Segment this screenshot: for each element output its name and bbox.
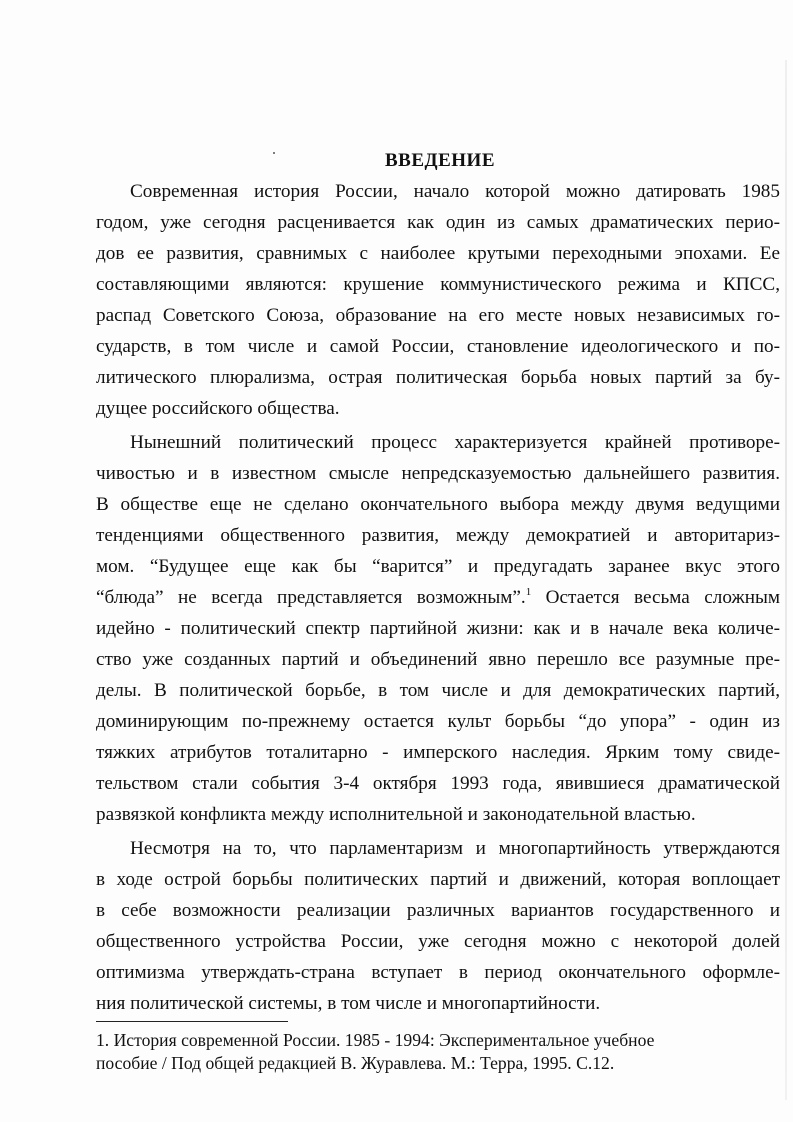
- text-segment: “блюда” не всегда представляется возможным”.: [96, 587, 526, 608]
- scan-edge: [785, 60, 787, 1100]
- text-line: В обществе еще не сделано окончательного выбора между двумя ведущими: [96, 494, 780, 515]
- text-line: дущее российского общества.: [96, 398, 340, 419]
- footnote: [96, 1029, 746, 1075]
- footnote-line: 1. История современной России. 1985 - 1994: Экспериментальное учебное: [96, 1030, 655, 1050]
- paragraph-1: [96, 176, 780, 424]
- text-line: развязкой конфликта между исполнительной и законодательной властью.: [96, 804, 696, 825]
- body-text: [96, 176, 780, 1019]
- footnote-separator: [96, 1021, 288, 1022]
- text-line: тяжких атрибутов тоталитарно - имперского наследия. Ярким тому свиде-: [96, 742, 780, 763]
- paragraph-3: [96, 833, 780, 1019]
- text-line: идейно - политический спектр партийной жизни: как и в начале века количе-: [96, 618, 780, 639]
- page-title: ВВЕДЕНИЕ: [385, 150, 495, 171]
- text-line: дов ее развития, сравнимых с наиболее крутыми переходными эпохами. Ее: [96, 243, 780, 264]
- text-line: годом, уже сегодня расценивается как один из самых драматических перио-: [96, 212, 780, 233]
- text-line: ния политической системы, в том числе и многопартийности.: [96, 993, 601, 1014]
- text-line: тельством стали события 3-4 октября 1993 года, явившиеся драматической: [96, 773, 780, 794]
- text-line: тенденциями общественного развития, между демократией и авторитариз-: [96, 525, 780, 546]
- text-line: оптимизма утверждать-страна вступает в период окончательного оформле-: [96, 962, 780, 983]
- text-line: в себе возможности реализации различных вариантов государственного и: [96, 900, 780, 921]
- text-line: Нынешний политический процесс характеризуется крайней противоре-: [130, 432, 780, 453]
- text-line: составляющими являются: крушение коммунистического режима и КПСС,: [96, 274, 780, 295]
- text-line: мом. “Будущее еще как бы “варится” и предугадать заранее вкус этого: [96, 556, 780, 577]
- paragraph-2: [96, 427, 780, 830]
- text-line: ство уже созданных партий и объединений явно перешло все разумные пре-: [96, 649, 780, 670]
- footnote-line: пособие / Под общей редакцией В. Журавлева. М.: Терра, 1995. С.12.: [96, 1053, 615, 1073]
- text-line: Несмотря на то, что парламентаризм и многопартийность утверждаются: [130, 838, 780, 859]
- footnote-ref[interactable]: 1: [525, 586, 532, 598]
- text-line: делы. В политической борьбе, в том числе и для демократических партий,: [96, 680, 780, 701]
- text-line: сударств, в том числе и самой России, становление идеологического и по-: [96, 336, 780, 357]
- text-line: в ходе острой борьбы политических партий и движений, которая воплощает: [96, 869, 780, 890]
- text-line: Современная история России, начало которой можно датировать 1985: [130, 181, 780, 202]
- text-line-with-footnote: [96, 582, 780, 613]
- text-line: доминирующим по-прежнему остается культ борьбы “до упора” - один из: [96, 711, 780, 732]
- text-line: чивостью и в известном смысле непредсказуемостью дальнейшего развития.: [96, 463, 780, 484]
- text-line: литического плюрализма, острая политическая борьба новых партий за бу-: [96, 367, 780, 388]
- text-line: общественного устройства России, уже сегодня можно с некоторой долей: [96, 931, 780, 952]
- text-segment: Остается весьма сложным: [531, 587, 781, 608]
- text-line: распад Советского Союза, образование на его месте новых независимых го-: [96, 305, 780, 326]
